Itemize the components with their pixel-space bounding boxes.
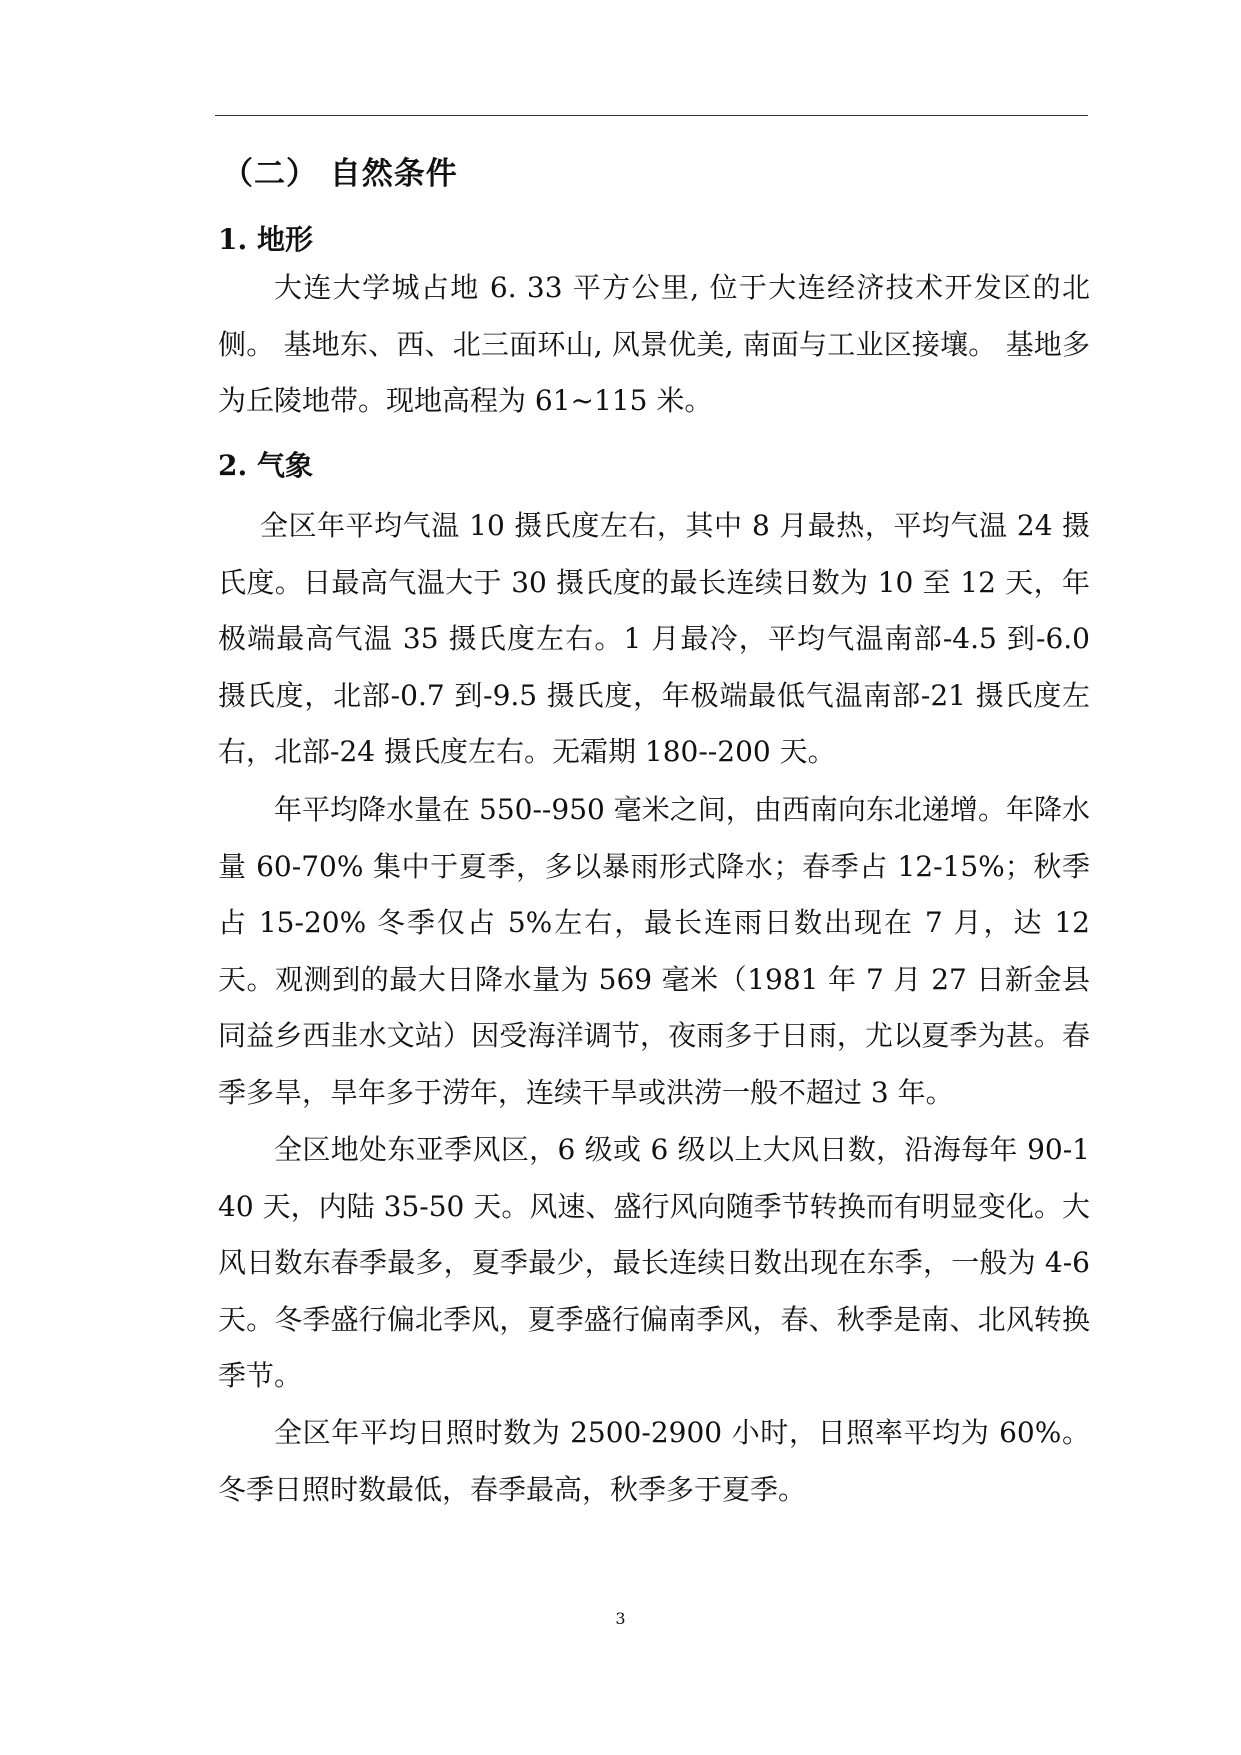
terrain-heading: 1. 地形 [218,223,313,256]
wind-paragraph: 全区地处东亚季风区，6 级或 6 级以上大风日数，沿海每年 90-140 天，内陆 35-50 天。风速、盛行风向随季节转换而有明显变化。大风日数东春季最多，夏季最少，最长连续日数出现在东季，一般为 4-6 天。冬季盛行偏北季风，夏季盛行偏南季风，春、秋季是南、北风转换季节。 [218,1133,1090,1392]
sunshine-paragraph: 全区年平均日照时数为 2500-2900 小时，日照率平均为 60%。冬季日照时数最低，春季最高，秋季多于夏季。 [218,1416,1090,1506]
terrain-paragraph: 大连大学城占地 6. 33 平方公里, 位于大连经济技术开发区的北侧。 基地东、西、北三面环山, 风景优美, 南面与工业区接壤。 基地多为丘陵地带。现地高程为 61~115 米。 [218,271,1090,417]
climate-heading: 2. 气象 [218,449,313,482]
header-rule [215,115,1088,116]
section-title: （二） 自然条件 [222,156,458,192]
page-number: 3 [615,1609,626,1628]
precipitation-paragraph: 年平均降水量在 550--950 毫米之间，由西南向东北递增。年降水量 60-70% 集中于夏季，多以暴雨形式降水；春季占 12-15%；秋季占 15-20% 冬季仅占 5%左右，最长连雨日数出现在 7 月，达 12 天。观测到的最大日降水量为 569 毫米（1981 年 7 月 27 日新金县同益乡西韭水文站）因受海洋调节，夜雨多于日雨，尤以夏季为甚。春季多旱，旱年多于涝年，连续干旱或洪涝一般不超过 3 年。 [218,793,1090,1109]
temperature-paragraph: 全区年平均气温 10 摄氏度左右，其中 8 月最热，平均气温 24 摄氏度。日最高气温大于 30 摄氏度的最长连续日数为 10 至 12 天，年极端最高气温 35 摄氏度左右。1 月最冷，平均气温南部-4.5 到-6.0 摄氏度，北部-0.7 到-9.5 摄氏度，年极端最低气温南部-21 摄氏度左右，北部-24 摄氏度左右。无霜期 180--200 天。 [218,509,1090,768]
